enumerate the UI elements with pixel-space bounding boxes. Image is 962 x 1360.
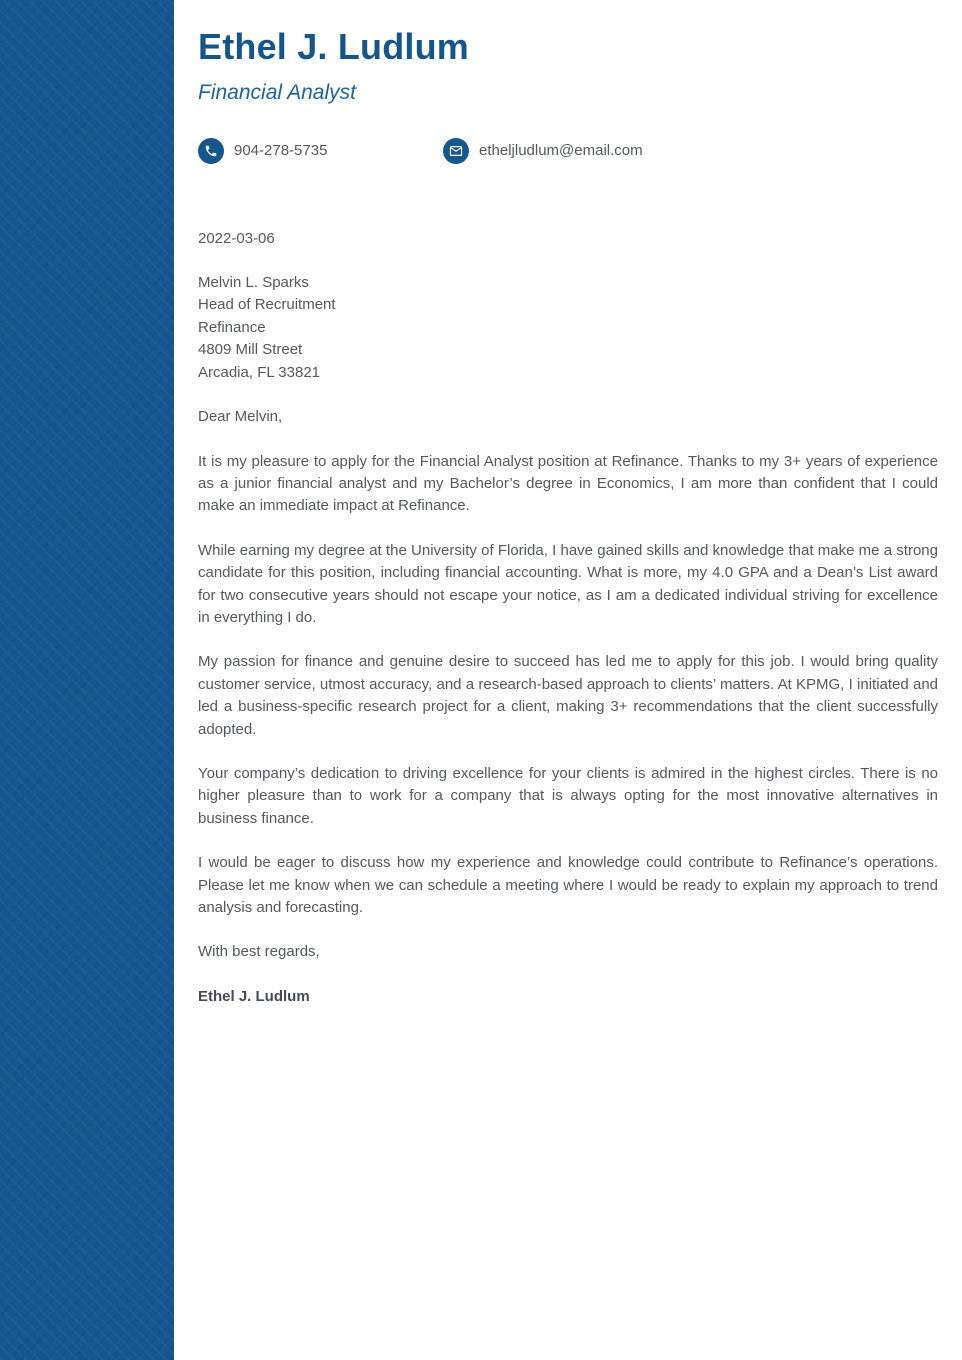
phone-contact [198, 138, 443, 164]
closing: With best regards, [198, 943, 320, 961]
recipient-role: Head of Recruitment [198, 296, 336, 314]
letter-page [174, 0, 962, 1008]
recipient-block [198, 272, 938, 384]
decorative-sidebar [0, 0, 174, 1360]
paragraph-5: I would be eager to discuss how my experience and knowledge could contribute to Refinance’s operations. Please let me know when we can schedule a meeting where I would be ready to explain my approach to trend analysis and forecasting. [198, 854, 938, 916]
recipient-name: Melvin L. Sparks [198, 274, 309, 292]
email-contact [443, 138, 643, 164]
contact-row [198, 138, 938, 164]
letter-date: 2022-03-06 [198, 229, 275, 247]
email-icon [443, 138, 469, 164]
recipient-company: Refinance [198, 318, 266, 336]
recipient-street: 4809 Mill Street [198, 341, 303, 359]
paragraph-3: My passion for finance and genuine desire to succeed has led me to apply for this job. I would bring quality customer service, utmost accuracy, and a research-based approach to clients’ matters. At KPMG, I initiated and led a business-specific research project for a client, making 3+ recommendations that the client successfully adopted. [198, 653, 938, 738]
paragraph-1: It is my pleasure to apply for the Financial Analyst position at Refinance. Thanks to my 3+ years of experience as a junior financial analyst and my Bachelor’s degree in Economics, I am more than confident that I could make an immediate impact at Refinance. [198, 452, 938, 515]
phone-icon [198, 138, 224, 164]
phone-number: 904-278-5735 [234, 142, 328, 160]
letter-body [198, 228, 938, 1009]
paragraph-4: Your company’s dedication to driving excellence for your clients is admired in the highest circles. There is no higher pleasure than to work for a company that is always opting for the most innovative alternatives in business finance. [198, 764, 938, 827]
signature: Ethel J. Ludlum [198, 987, 310, 1005]
paragraph-2: While earning my degree at the University of Florida, I have gained skills and knowledge that make me a strong candidate for this position, including financial accounting. What is more, my 4.0 GPA and a Dean’s List award for two consecutive years should not escape your notice, as I am a dedicated individual striving for excellence in everything I do. [198, 541, 938, 626]
recipient-city: Arcadia, FL 33821 [198, 363, 321, 381]
page-title: Ethel J. Ludlum [198, 26, 470, 67]
salutation: Dear Melvin, [198, 408, 283, 426]
email-address: etheljludlum@email.com [479, 142, 643, 160]
job-title: Financial Analyst [198, 81, 356, 105]
